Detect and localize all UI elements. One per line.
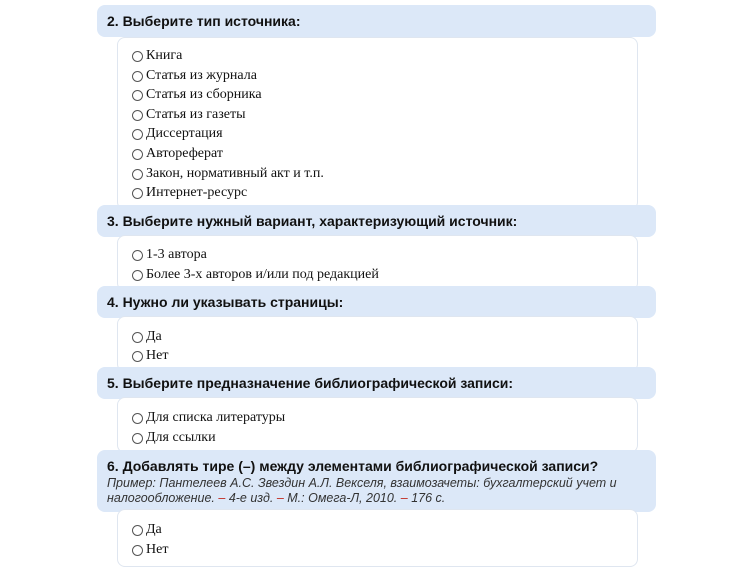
option-kniga[interactable]: Книга bbox=[132, 46, 182, 66]
question-4-options bbox=[117, 316, 638, 372]
question-5-options bbox=[117, 397, 638, 453]
radio-button[interactable] bbox=[132, 149, 143, 160]
radio-button[interactable] bbox=[132, 270, 143, 281]
radio-button[interactable] bbox=[132, 110, 143, 121]
question-4-header bbox=[97, 286, 656, 318]
radio-button[interactable] bbox=[132, 332, 143, 343]
option-zakon[interactable]: Закон, нормативный акт и т.п. bbox=[132, 164, 324, 184]
option-bolee-3-avtorov[interactable]: Более 3-х авторов и/или под редакцией bbox=[132, 265, 379, 285]
radio-button[interactable] bbox=[132, 413, 143, 424]
radio-button[interactable] bbox=[132, 545, 143, 556]
option-dlya-spiska[interactable]: Для списка литературы bbox=[132, 408, 285, 428]
radio-button[interactable] bbox=[132, 188, 143, 199]
radio-button[interactable] bbox=[132, 90, 143, 101]
option-1-3-avtora[interactable]: 1-3 автора bbox=[132, 245, 207, 265]
question-3-options bbox=[117, 235, 638, 291]
option-da[interactable]: Да bbox=[132, 327, 162, 347]
question-2-header bbox=[97, 5, 656, 37]
option-internet-resurs[interactable]: Интернет-ресурс bbox=[132, 183, 247, 203]
question-2-title: 2. Выберите тип источника: bbox=[107, 13, 301, 29]
radio-button[interactable] bbox=[132, 169, 143, 180]
radio-button[interactable] bbox=[132, 351, 143, 362]
option-da[interactable]: Да bbox=[132, 520, 162, 540]
option-statya-sbornik[interactable]: Статья из сборника bbox=[132, 85, 262, 105]
option-dlya-ssylki[interactable]: Для ссылки bbox=[132, 428, 216, 448]
option-dissertaciya[interactable]: Диссертация bbox=[132, 124, 223, 144]
radio-button[interactable] bbox=[132, 433, 143, 444]
option-net[interactable]: Нет bbox=[132, 540, 168, 560]
radio-button[interactable] bbox=[132, 51, 143, 62]
question-3-title: 3. Выберите нужный вариант, характеризующий источник: bbox=[107, 213, 518, 229]
radio-button[interactable] bbox=[132, 525, 143, 536]
question-5-header bbox=[97, 367, 656, 399]
option-avtoreferat[interactable]: Автореферат bbox=[132, 144, 223, 164]
radio-button[interactable] bbox=[132, 71, 143, 82]
radio-button[interactable] bbox=[132, 250, 143, 261]
option-net[interactable]: Нет bbox=[132, 346, 168, 366]
question-6-title: 6. Добавлять тире (–) между элементами библиографической записи? bbox=[107, 458, 599, 474]
question-6-options bbox=[117, 509, 638, 567]
option-statya-gazeta[interactable]: Статья из газеты bbox=[132, 105, 245, 125]
question-6-header bbox=[97, 450, 656, 512]
question-6-example: Пример: Пантелеев А.С. Звездин А.Л. Векселя, взаимозачеты: бухгалтерский учет и налогообложение. – 4-е изд. – М.: Омега-Л, 2010. – 176 с. bbox=[107, 476, 617, 505]
question-5-title: 5. Выберите предназначение библиографической записи: bbox=[107, 375, 514, 391]
question-2-options bbox=[117, 37, 638, 210]
option-statya-zhurnal[interactable]: Статья из журнала bbox=[132, 66, 257, 86]
question-3-header bbox=[97, 205, 656, 237]
radio-button[interactable] bbox=[132, 129, 143, 140]
question-4-title: 4. Нужно ли указывать страницы: bbox=[107, 294, 344, 310]
